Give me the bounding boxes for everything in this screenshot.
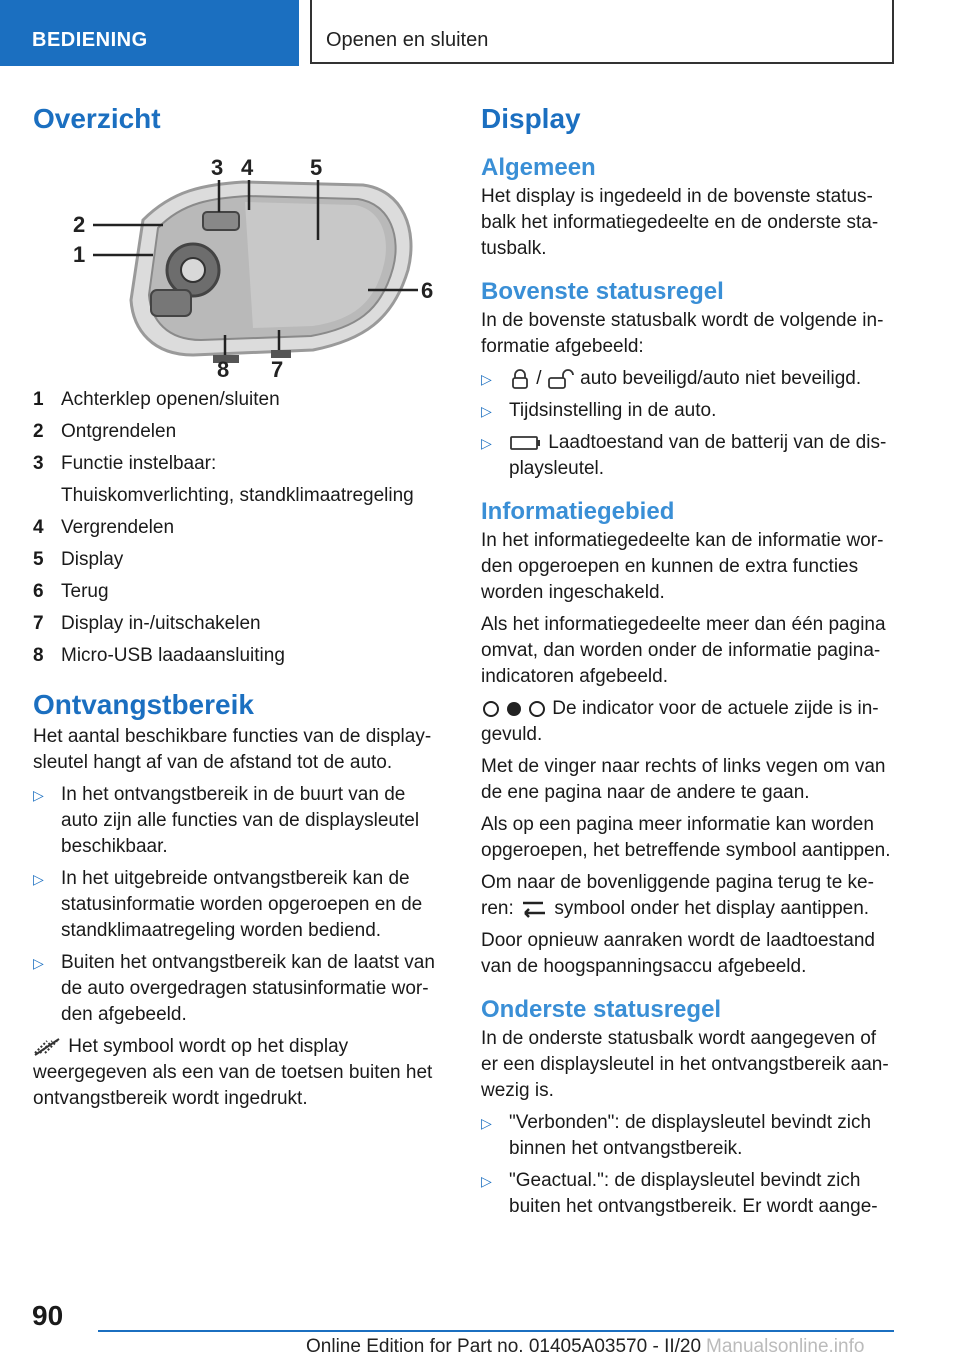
info-paragraph: Met de vinger naar rechts of links vegen om van de ene pagina naar de andere te gaan. [481, 756, 886, 803]
info-back-text-a: Om naar de bovenliggende pagina terug te keren: [481, 872, 874, 919]
header-section-tab [0, 0, 299, 66]
legend-text: Micro-USB laadaansluiting [61, 645, 285, 666]
info-paragraph: Door opnieuw aanraken wordt de laadtoestand van de hoogspanningsaccu afgebeeld. [481, 930, 875, 977]
legend-num: 6 [33, 581, 44, 602]
info-paragraph: Als op een pagina meer informatie kan worden opgeroepen, het betreffende symbool aantippen. [481, 814, 891, 861]
triangle-bullet-icon: ▷ [481, 435, 492, 451]
legend-num: 7 [33, 613, 44, 634]
general-text: Het display is ingedeeld in de bovenste statusbalk het informatiegedeelte en de onderste statusbalk. [481, 186, 879, 259]
figure-legend [33, 384, 443, 672]
page-indicator-icon [481, 699, 547, 719]
info-indicator-text: De indicator voor de actuele zijde is ingevuld. [481, 698, 879, 745]
header-chapter-label: Openen en sluiten [326, 29, 489, 51]
list-item [481, 1168, 896, 1220]
legend-text: Achterklep openen/sluiten [61, 389, 280, 410]
list-item [481, 430, 896, 482]
list-item-text: In het uitgebreide ontvangstbereik kan de statusinformatie worden opgeroepen en de standklimaatregeling worden bediend. [61, 868, 423, 941]
list-item [481, 366, 896, 392]
legend-item [33, 480, 443, 512]
list-item-text: Laadtoestand van de batterij van de displaysleutel. [509, 432, 887, 479]
header-section-label: BEDIENING [32, 29, 148, 51]
footer-watermark: Manualsonline.info [706, 1336, 865, 1357]
footer-rule [98, 1330, 894, 1332]
callout-4: 4 [241, 155, 254, 180]
left-column [33, 100, 443, 1112]
legend-item [33, 544, 443, 576]
info-paragraph: Als het informatiegedeelte meer dan één pagina omvat, dan worden onder de informatie paginaindicatoren afgebeeld. [481, 614, 886, 687]
list-item [33, 950, 443, 1028]
info-paragraph [481, 696, 896, 748]
legend-text: Functie instelbaar: [61, 453, 217, 474]
range-note [33, 1034, 443, 1112]
triangle-bullet-icon: ▷ [481, 371, 492, 387]
legend-text: Vergrendelen [61, 517, 175, 538]
top-bar-title: Bovenste statusregel [481, 278, 724, 305]
lock-closed-icon [509, 368, 531, 390]
right-column [481, 100, 896, 1226]
back-arrow-icon [519, 899, 549, 919]
list-item-text: "Verbonden": de displaysleutel bevindt zich binnen het ontvangstbereik. [509, 1112, 872, 1159]
legend-item [33, 608, 443, 640]
list-item [481, 1110, 896, 1162]
list-item-text: auto beveiligd/auto niet beveiligd. [580, 368, 862, 389]
list-item-text: Tijdsinstelling in de auto. [509, 400, 717, 421]
list-item [481, 398, 896, 424]
legend-item [33, 512, 443, 544]
legend-num [33, 480, 61, 512]
callout-5: 5 [310, 155, 323, 180]
no-signal-icon [33, 1037, 63, 1057]
legend-num: 8 [33, 645, 44, 666]
range-note-text: Het symbool wordt op het display weergegeven als een van de toetsen buiten het ontvangstbereik wordt ingedrukt. [33, 1036, 433, 1109]
top-bar-text: In de bovenste statusbalk wordt de volgende informatie afgebeeld: [481, 310, 884, 357]
callout-1: 1 [73, 242, 86, 267]
triangle-bullet-icon: ▷ [33, 955, 44, 971]
legend-text: Ontgrendelen [61, 421, 177, 442]
header-chapter-box [310, 0, 894, 64]
bottom-bar-title: Onderste statusregel [481, 996, 722, 1023]
callout-3: 3 [211, 155, 224, 180]
legend-text: Display [61, 549, 124, 570]
list-item-text: In het ontvangstbereik in de buurt van de auto zijn alle functies van de displaysleutel beschikbaar. [61, 784, 420, 857]
range-title: Ontvangstbereik [33, 689, 254, 720]
legend-text: Display in-/uitschakelen [61, 613, 261, 634]
callout-6: 6 [421, 278, 433, 303]
callout-7: 7 [271, 357, 284, 380]
display-title: Display [481, 103, 581, 134]
info-back-text-b: symbool onder het display aantippen. [554, 898, 870, 919]
legend-num: 3 [33, 453, 44, 474]
triangle-bullet-icon: ▷ [33, 871, 44, 887]
legend-item [33, 640, 443, 672]
list-item-text: "Geactual.": de displaysleutel bevindt zich buiten het ontvangstbereik. Er wordt aange- [509, 1170, 878, 1217]
list-item [33, 782, 443, 860]
info-paragraph [481, 870, 896, 922]
range-intro: Het aantal beschikbare functies van de displaysleutel hangt af van de afstand tot de auto. [33, 726, 432, 773]
battery-icon [509, 434, 543, 452]
legend-item [33, 576, 443, 608]
info-paragraph: In het informatiegedeelte kan de informatie worden opgeroepen en kunnen de extra functies worden ingeschakeld. [481, 530, 884, 603]
legend-item [33, 384, 443, 416]
triangle-bullet-icon: ▷ [481, 1115, 492, 1131]
legend-text: Thuiskomverlichting, standklimaatregeling [61, 485, 414, 506]
legend-num: 4 [33, 517, 44, 538]
legend-num: 2 [33, 421, 44, 442]
bottom-bar-list [481, 1110, 896, 1220]
callout-8: 8 [217, 357, 230, 380]
range-list [33, 782, 443, 1028]
page-number: 90 [32, 1300, 64, 1331]
footer-edition: Online Edition for Part no. 01405A03570 - II/20 [306, 1336, 702, 1357]
legend-num: 1 [33, 389, 44, 410]
list-item-text: Buiten het ontvangstbereik kan de laatst van de auto overgedragen statusinformatie worden afgebeeld. [61, 952, 435, 1025]
callout-2: 2 [73, 212, 86, 237]
legend-item [33, 416, 443, 448]
info-title: Informatiegebied [481, 498, 675, 525]
display-key-figure [63, 150, 433, 380]
lock-open-icon [547, 368, 575, 390]
list-item [33, 866, 443, 944]
triangle-bullet-icon: ▷ [33, 787, 44, 803]
legend-item [33, 448, 443, 480]
legend-text: Terug [61, 581, 109, 602]
triangle-bullet-icon: ▷ [481, 403, 492, 419]
general-title: Algemeen [481, 154, 596, 181]
triangle-bullet-icon: ▷ [481, 1173, 492, 1189]
top-bar-list [481, 366, 896, 482]
legend-num: 5 [33, 549, 44, 570]
bottom-bar-text: In de onderste statusbalk wordt aangegeven of er een displaysleutel in het ontvangstbereik aanwezig is. [481, 1028, 889, 1101]
lock-separator: / [536, 368, 542, 389]
overview-title: Overzicht [33, 103, 161, 134]
